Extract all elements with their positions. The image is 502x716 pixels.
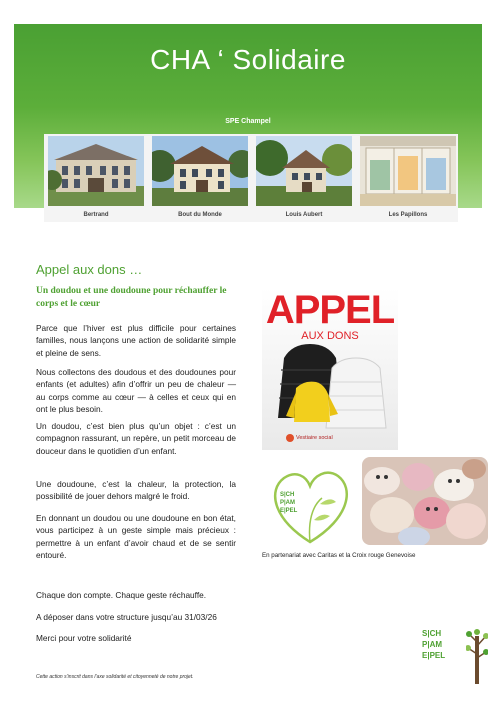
paragraph-2: Nous collectons des doudous et des doudounes pour enfants (et adultes) afin d’offrir un peu de chaleur — au corps comme au cœur — à celles et ceux qui en ont le plus besoin. <box>36 367 236 415</box>
poster-title: APPEL <box>265 288 395 332</box>
page-title: CHA ‘ Solidaire <box>150 44 346 75</box>
svg-text:E|PEL: E|PEL <box>280 508 298 514</box>
photo-caption-bertrand: Bertrand <box>83 212 109 218</box>
paragraph-1: Parce que l’hiver est plus difficile pour certaines familles, nous lançons une action de solidarité simple et pleine de sens. <box>36 323 236 358</box>
champel-logo-line-3: E|PEL <box>422 651 446 660</box>
poster-brand: Vestiaire social <box>296 435 333 441</box>
closing-line-2: A déposer dans votre structure jusqu’au 31/03/26 <box>36 612 217 622</box>
footnote: Cette action s’inscrit dans l’axe solidarité et citoyenneté de notre projet. <box>36 674 194 680</box>
paragraph-4: Une doudoune, c’est la chaleur, la protection, la possibilité de jouer dehors malgré le froid. <box>36 479 236 502</box>
paragraph-5: En donnant un doudou ou une doudoune en bon état, vous participez à un geste simple mais précieux : permettre à un enfant d’avoir chaud et de se sentir entouré. <box>36 513 236 561</box>
section-title: Appel aux dons … <box>36 262 143 277</box>
photo-caption-louis-aubert: Louis Aubert <box>285 212 323 218</box>
photo-strip <box>44 134 458 222</box>
photo-louis-aubert <box>256 136 352 206</box>
header-banner <box>14 24 482 218</box>
tree-icon <box>466 628 488 684</box>
lead-heading: Un doudou et une doudoune pour réchauffer le corps et le cœur <box>36 286 227 309</box>
photo-bout-du-monde <box>152 136 248 206</box>
champel-logo-line-2: P|AM <box>422 640 443 649</box>
jackets-illustration <box>262 288 398 450</box>
photo-caption-bout-du-monde: Bout du Monde <box>178 212 222 218</box>
champel-logo <box>422 628 488 684</box>
photo-les-papillons <box>360 136 456 206</box>
closing-line-1: Chaque don compte. Chaque geste réchauffe. <box>36 590 207 600</box>
paragraph-3: Un doudou, c’est bien plus qu’un objet : c’est un compagnon rassurant, un repère, un petit morceau de douceur dans le quotidien d’un enfant. <box>36 421 236 456</box>
svg-text:S|CH: S|CH <box>280 492 295 498</box>
svg-text:P|AM: P|AM <box>280 500 296 506</box>
appeal-poster <box>262 288 398 450</box>
closing-line-3: Merci pour votre solidarité <box>36 633 132 643</box>
partner-caption: En partenariat avec Caritas et la Croix rouge Genevoise <box>262 552 416 559</box>
photo-caption-les-papillons: Les Papillons <box>388 212 428 218</box>
champel-logo-letters <box>422 628 466 661</box>
toys-photo <box>362 457 488 545</box>
champel-logo-line-1: S|CH <box>422 629 442 638</box>
photo-bertrand <box>48 136 144 206</box>
poster-subtitle: AUX DONS <box>301 330 359 342</box>
brand-icon <box>286 434 294 442</box>
header-subtitle: SPE Champel <box>225 118 271 125</box>
heart-logo <box>262 462 358 548</box>
